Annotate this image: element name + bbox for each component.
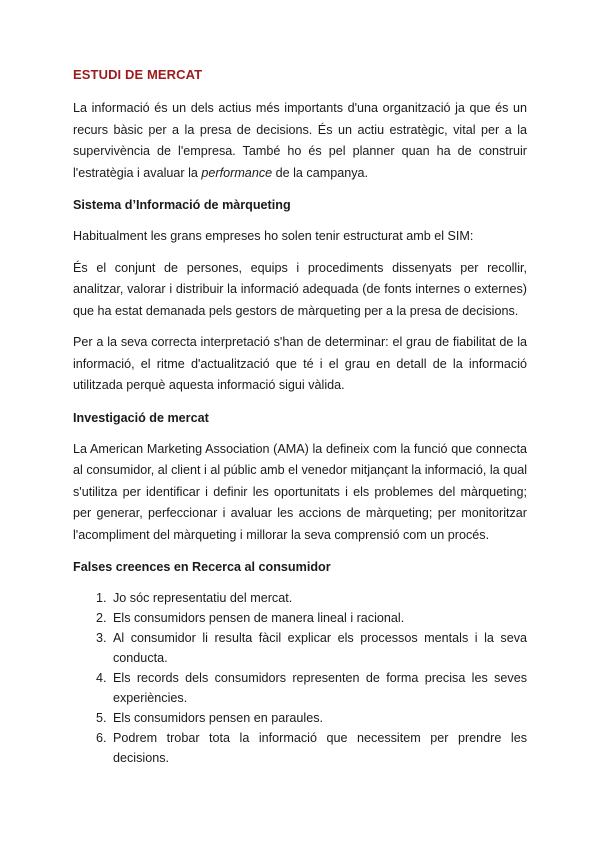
- section-heading-sim: Sistema d’Informació de màrqueting: [73, 198, 291, 212]
- sim-paragraph-1: Habitualment les grans empreses ho solen tenir estructurat amb el SIM:: [73, 229, 474, 243]
- false-beliefs-list: [73, 588, 527, 768]
- section-heading-falses-creences: Falses creences en Recerca al consumidor: [73, 560, 331, 574]
- intro-text: La informació és un dels actius més importants d'una organització ja que és un recurs bàsic per a la presa de decisions. És un actiu estratègic, vital per a la supervivència de l'empresa. També ho és pel planner quan ha de construir l'estratègia i avaluar la: [73, 101, 527, 180]
- intro-paragraph: [73, 98, 527, 184]
- list-item: 6. Podrem trobar tota la informació que necessitem per prendre les decisions.: [110, 728, 527, 768]
- list-item: 5. Els consumidors pensen en paraules.: [110, 708, 527, 728]
- document-body: [73, 67, 527, 768]
- list-item: 1. Jo sóc representatiu del mercat.: [110, 588, 527, 608]
- section-heading-investigacio: Investigació de mercat: [73, 410, 209, 425]
- document-title: ESTUDI DE MERCAT: [73, 67, 203, 82]
- list-item: 3. Al consumidor li resulta fàcil explicar els processos mentals i la seva conducta.: [110, 628, 527, 668]
- intro-emphasis: performance: [201, 165, 273, 180]
- list-item: 4. Els records dels consumidors representen de forma precisa les seves experiències.: [110, 668, 527, 708]
- sim-paragraph-3: Per a la seva correcta interpretació s'han de determinar: el grau de fiabilitat de la informació, el ritme d'actualització que té i el grau en detall de la informació utilitzada perquè aquesta informació sigui vàlida.: [73, 335, 527, 392]
- sim-paragraph-2: És el conjunt de persones, equips i procediments dissenyats per recollir, analitzar, valorar i distribuir la informació adequada (de fonts internes o externes) que ha estat demanada pels gestors de màrqueting per a la presa de decisions.: [73, 260, 527, 318]
- list-item: 2. Els consumidors pensen de manera lineal i racional.: [110, 608, 527, 628]
- intro-text-end: de la campanya.: [272, 165, 369, 180]
- investigacio-paragraph: La American Marketing Association (AMA) la defineix com la funció que connecta al consumidor, al client i al públic amb el venedor mitjançant la informació, la qual s'utilitza per identificar i definir les oportunitats i els problemes del màrqueting; per generar, perfeccionar i avaluar les accions de màrqueting; per monitoritzar l'acompliment del màrqueting i millorar la seva comprensió com un procés.: [73, 441, 527, 542]
